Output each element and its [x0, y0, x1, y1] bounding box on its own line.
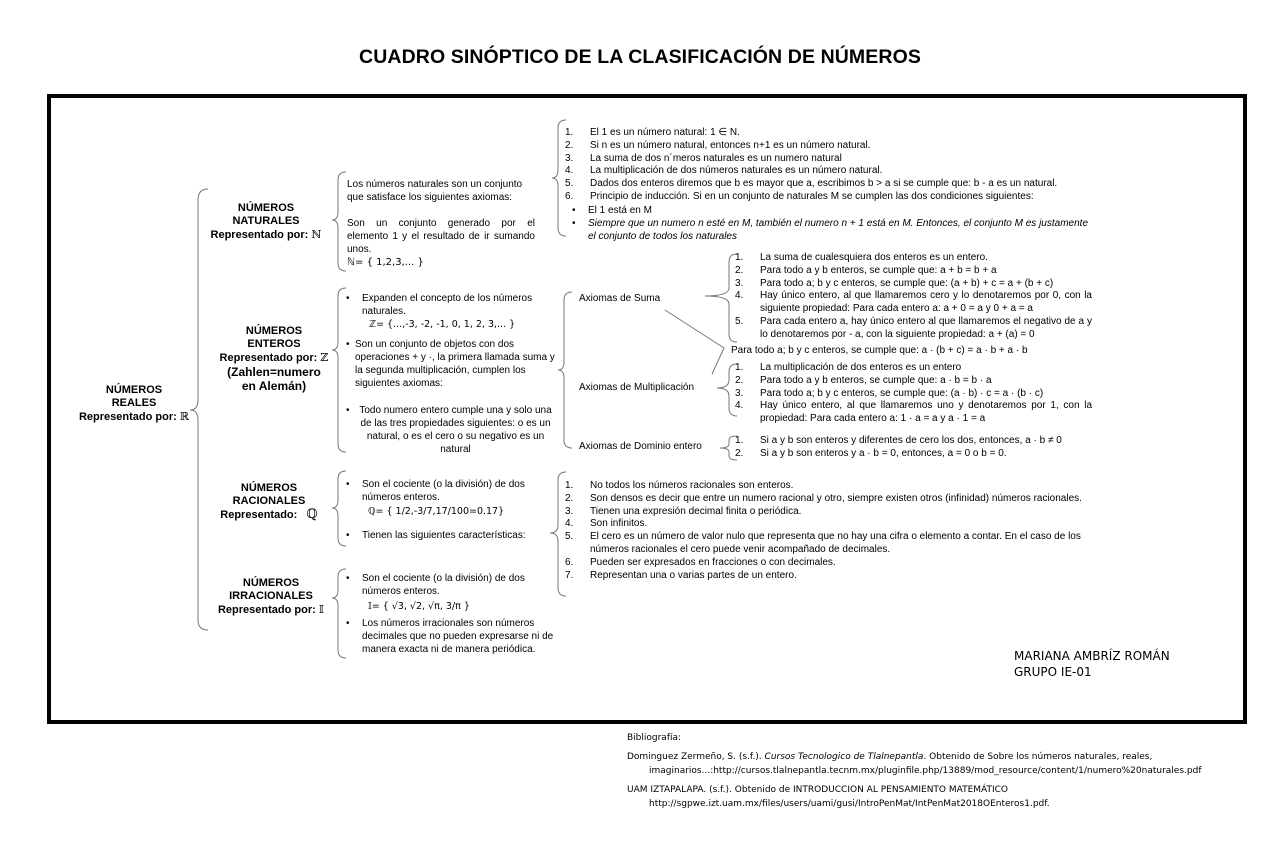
- bullet-icon: •: [346, 339, 350, 350]
- racionales-characteristics-list: [558, 480, 1094, 582]
- item-number: 1.: [735, 362, 744, 373]
- item-text: Son densos es decir que entre un numero racional y otro, siempre existen otros (infinidad) números racionales.: [590, 492, 1082, 504]
- author-name: MARIANA AMBRÍZ ROMÁN: [1014, 649, 1170, 663]
- item-number: 4.: [565, 165, 574, 177]
- list-item: [558, 493, 1094, 506]
- item-text: La multiplicación de dos números naturales es un número natural.: [590, 165, 883, 177]
- entry-title: Cursos Tecnologico de Tlalnepantla: [764, 752, 924, 762]
- distributive-property: Para todo a; b y c enteros, se cumple que: a · (b + c) = a · b + a · b: [731, 345, 1028, 356]
- item-text: Si n es un número natural, entonces n+1 es un número natural.: [590, 139, 871, 151]
- entry-author: Dominguez Zermeño, S. (s.f.).: [627, 752, 765, 762]
- bullet-icon: •: [572, 218, 576, 229]
- list-item: [558, 191, 1098, 204]
- axiomas-suma-label: Axiomas de Suma: [579, 293, 661, 304]
- irracionales-line1: NÚMEROS: [242, 577, 300, 589]
- item-text: Tienen una expresión decimal finita o periódica.: [590, 505, 802, 517]
- brace-irracionales: [332, 569, 346, 658]
- naturales-axioms-list: [558, 127, 1098, 204]
- list-item: [728, 448, 1092, 461]
- bullet-icon: •: [346, 618, 350, 629]
- author-block: [1014, 648, 1170, 680]
- list-item: [558, 557, 1094, 570]
- bibliography: [627, 731, 1247, 811]
- naturales-set: ℕ= { 1,2,3,... }: [347, 257, 424, 268]
- item-number: 3.: [565, 505, 574, 517]
- naturales-line2: NATURALES: [232, 215, 300, 227]
- list-item: [728, 375, 1092, 388]
- item-number: 5.: [565, 531, 574, 543]
- induction-list: [572, 204, 1092, 243]
- naturales-desc2: Son un conjunto generado por el elemento 1 y el resultado de ir sumando unos.: [347, 218, 535, 255]
- item-text: El 1 está en M: [588, 205, 652, 216]
- mult-axioms-list: [728, 362, 1092, 426]
- naturales-desc1: Los números naturales son un conjunto que satisface los siguientes axiomas:: [347, 179, 523, 203]
- item-number: 1.: [565, 127, 574, 138]
- item-number: 5.: [565, 178, 574, 190]
- brace-naturales: [332, 172, 346, 271]
- item-text: Son el cociente (o la división) de dos números enteros.: [362, 479, 525, 503]
- bullet-icon: •: [346, 293, 350, 304]
- item-text: Todo numero entero cumple una y solo una de las tres propiedades siguientes: o es un natural, o es el cero o su negativo es un natural: [359, 405, 552, 455]
- list-item: [558, 140, 1098, 153]
- list-item: [558, 506, 1094, 519]
- node-irracionales: [210, 577, 332, 617]
- enteros-line5: en Alemán): [241, 379, 307, 393]
- item-number: 1.: [735, 435, 744, 446]
- list-item: [728, 265, 1092, 278]
- item-text: Tienen las siguientes características:: [362, 530, 526, 541]
- naturales-line3: Representado por:: [210, 229, 309, 241]
- list-item: [346, 529, 556, 542]
- item-number: 3.: [735, 277, 744, 289]
- enteros-line2: ENTEROS: [247, 338, 301, 350]
- racionales-line2: RACIONALES: [232, 495, 306, 507]
- item-text: Hay único entero, al que llamaremos uno y denotaremos por 1, con la propiedad: Para cada entero a: 1 · a = a y a · 1 = a: [760, 400, 1092, 425]
- list-item: [558, 531, 1094, 557]
- item-text: Si a y b son enteros y a · b = 0, entonces, a = 0 o b = 0.: [760, 447, 1007, 459]
- list-item: [728, 316, 1092, 342]
- reales-representation: [70, 410, 198, 424]
- item-number: 2.: [735, 374, 744, 386]
- item-text: Para cada entero a, hay único entero al que llamaremos el negativo de a y lo denotaremos por - a, con la siguiente propiedad: a + (a) = 0: [760, 315, 1092, 340]
- item-text: Son infinitos.: [590, 518, 648, 530]
- list-item: [346, 572, 546, 598]
- item-text: La suma de cualesquiera dos enteros es un entero.: [760, 252, 988, 263]
- list-item: [728, 400, 1092, 426]
- item-text: Para todo a; b y c enteros, se cumple que: (a + b) + c = a + (b + c): [760, 277, 1054, 289]
- item-text: Representan una o varias partes de un entero.: [590, 569, 797, 581]
- racionales-set: ℚ= { 1/2,-3/7,17/100=0.17}: [368, 506, 505, 517]
- suma-axioms-list: [728, 252, 1092, 342]
- bibliography-heading: Bibliografía:: [627, 733, 682, 743]
- bullet-icon: •: [346, 405, 350, 416]
- item-text: Expanden el concepto de los números naturales.: [362, 293, 533, 317]
- item-number: 2.: [735, 264, 744, 276]
- distrib-connector: [665, 310, 724, 374]
- enteros-line3: Representado por:: [219, 352, 318, 364]
- naturales-symbol: ℕ: [311, 228, 322, 241]
- author-group: GRUPO IE-01: [1014, 665, 1092, 679]
- item-text: La multiplicación de dos enteros es un entero: [760, 362, 962, 373]
- reales-line3: Representado por:: [78, 411, 177, 423]
- list-item: [572, 204, 1092, 217]
- dominio-axioms-list: [728, 435, 1092, 461]
- item-number: 2.: [565, 492, 574, 504]
- list-item: [558, 480, 1094, 493]
- entry-author: UAM IZTAPALAPA. (s.f.). Obtenido de INTRODUCCION AL PENSAMIENTO MATEMÁTICO: [627, 785, 1009, 795]
- item-text: No todos los números racionales son enteros.: [590, 480, 794, 491]
- item-text: Si a y b son enteros y diferentes de cero los dos, entonces, a · b ≠ 0: [760, 435, 1062, 446]
- item-text: Para todo a y b enteros, se cumple que: a + b = b + a: [760, 264, 997, 276]
- item-text: Son el cociente (o la división) de dos números enteros.: [362, 573, 525, 597]
- enteros-bullets: [346, 292, 556, 318]
- item-number: 7.: [565, 569, 574, 581]
- list-item: [728, 290, 1092, 316]
- item-text: Para todo a y b enteros, se cumple que: a · b = b · a: [760, 374, 992, 386]
- item-number: 2.: [565, 139, 574, 151]
- item-text: Dados dos enteros diremos que b es mayor que a, escribimos b > a si se cumple que: b - a es un natural.: [590, 178, 1058, 190]
- item-text: Pueden ser expresados en fracciones o con decimales.: [590, 556, 836, 568]
- irracionales-representation: [210, 603, 332, 617]
- item-number: 4.: [735, 400, 744, 412]
- list-item: [558, 570, 1094, 583]
- entry-url: imaginarios...:http://cursos.tlalnepantla.tecnm.mx/pluginfile.php/13889/mod_resource/content/1/numero%20naturales.pdf: [649, 766, 1202, 776]
- list-item: [728, 388, 1092, 401]
- list-item: [572, 217, 1092, 243]
- naturales-line1: NÚMEROS: [237, 202, 295, 214]
- item-number: 1.: [565, 480, 574, 491]
- item-number: 2.: [735, 447, 744, 459]
- bullet-icon: •: [346, 530, 350, 541]
- page-title: CUADRO SINÓPTICO DE LA CLASIFICACIÓN DE NÚMEROS: [359, 46, 921, 68]
- bibliography-entry-2: [627, 783, 1247, 811]
- enteros-symbol: ℤ: [320, 351, 329, 364]
- item-text: Para todo a; b y c enteros, se cumple que: (a · b) · c = a · (b · c): [760, 387, 1044, 399]
- irracionales-set: 𝕀= { √3, √2, √π, 3/π }: [368, 601, 470, 612]
- reales-line1: NÚMEROS: [105, 384, 163, 396]
- racionales-representation: [205, 508, 333, 522]
- irracionales-line3: Representado por:: [217, 604, 316, 616]
- node-racionales: [205, 482, 333, 522]
- naturales-representation: [205, 228, 327, 242]
- item-text: Son un conjunto de objetos con dos operaciones + y ·, la primera llamada suma y la segunda multiplicación, cumplen los siguientes axiomas:: [355, 339, 555, 389]
- axiomas-dominio-label: Axiomas de Dominio entero: [579, 441, 702, 452]
- list-item: [728, 252, 1092, 265]
- item-text: Hay único entero, al que llamaremos cero y lo denotaremos por 0, con la siguiente propiedad: Para cada entero a: a + 0 = a y 0 + a = a: [760, 290, 1092, 315]
- item-number: 6.: [565, 556, 574, 568]
- irracionales-line2: IRRACIONALES: [229, 590, 313, 602]
- racionales-symbol: ℚ: [306, 507, 318, 522]
- item-number: 4.: [735, 290, 744, 302]
- list-item: [558, 518, 1094, 531]
- entry-url: http://sgpwe.izt.uam.mx/files/users/uami/gusi/IntroPenMat/IntPenMat2018OEnteros1.pdf.: [649, 799, 1050, 809]
- item-number: 3.: [735, 387, 744, 399]
- enteros-representation: [212, 351, 336, 365]
- item-number: 5.: [735, 315, 744, 327]
- item-number: 4.: [565, 518, 574, 530]
- list-item: [728, 435, 1092, 448]
- list-item: [346, 617, 560, 656]
- list-item: [558, 165, 1098, 178]
- naturales-description: [347, 178, 535, 269]
- enteros-line1: NÚMEROS: [245, 325, 303, 337]
- list-item: [346, 404, 556, 456]
- axiomas-mult-label: Axiomas de Multiplicación: [579, 382, 695, 393]
- node-reales: [70, 384, 198, 424]
- racionales-bullets: [346, 478, 546, 504]
- irracionales-bullets-2: [346, 617, 560, 656]
- item-text: La suma de dos n´meros naturales es un numero natural: [590, 152, 842, 164]
- list-item: [346, 338, 556, 390]
- item-text: Siempre que un numero n esté en M, también el numero n + 1 está en M. Entonces, el conjunto M es justamente el conjunto de todos los naturales: [588, 218, 1088, 242]
- list-item: [558, 153, 1098, 166]
- item-number: 3.: [565, 152, 574, 164]
- item-number: 1.: [735, 252, 744, 263]
- list-item: [728, 278, 1092, 291]
- item-text: El 1 es un número natural: 1 ∈ N.: [590, 127, 740, 138]
- item-number: 6.: [565, 190, 574, 202]
- reales-symbol: ℝ: [179, 410, 189, 423]
- enteros-bullets-3: [346, 404, 556, 456]
- brace-racionales: [332, 471, 346, 546]
- irracionales-bullets: [346, 572, 546, 598]
- enteros-bullets-2: [346, 338, 556, 390]
- irracionales-symbol: 𝕀: [318, 603, 324, 616]
- reales-line2: REALES: [111, 397, 157, 409]
- list-item: [558, 178, 1098, 191]
- bullet-icon: •: [346, 479, 350, 490]
- racionales-line3: Representado:: [220, 509, 298, 521]
- enteros-line4: (Zahlen=numero: [227, 365, 321, 379]
- bullet-icon: •: [572, 205, 576, 216]
- list-item: [346, 292, 556, 318]
- list-item: [558, 127, 1098, 140]
- bibliography-entry-1: [627, 750, 1247, 778]
- item-text: Principio de inducción. Si en un conjunto de naturales M se cumplen las dos condiciones siguientes:: [590, 190, 1034, 202]
- entry-detail: . Obtenido de Sobre los números naturales, reales,: [923, 752, 1153, 762]
- item-text: Los números irracionales son números decimales que no pueden expresarse ni de manera exacta ni de manera periódica.: [362, 618, 554, 655]
- enteros-set: ℤ= {...,-3, -2, -1, 0, 1, 2, 3,... }: [369, 319, 516, 330]
- racionales-line1: NÚMEROS: [240, 482, 298, 494]
- bullet-icon: •: [346, 573, 350, 584]
- racionales-bullets-2: [346, 529, 556, 542]
- list-item: [728, 362, 1092, 375]
- node-naturales: [205, 202, 327, 242]
- brace-enteros-axioms: [558, 292, 572, 448]
- item-text: El cero es un número de valor nulo que representa que no hay una cifra o elemento a contar. En el caso de los números racionales el cero puede venir acompañado de decimales.: [590, 531, 1081, 555]
- node-enteros: [212, 325, 336, 393]
- list-item: [346, 478, 546, 504]
